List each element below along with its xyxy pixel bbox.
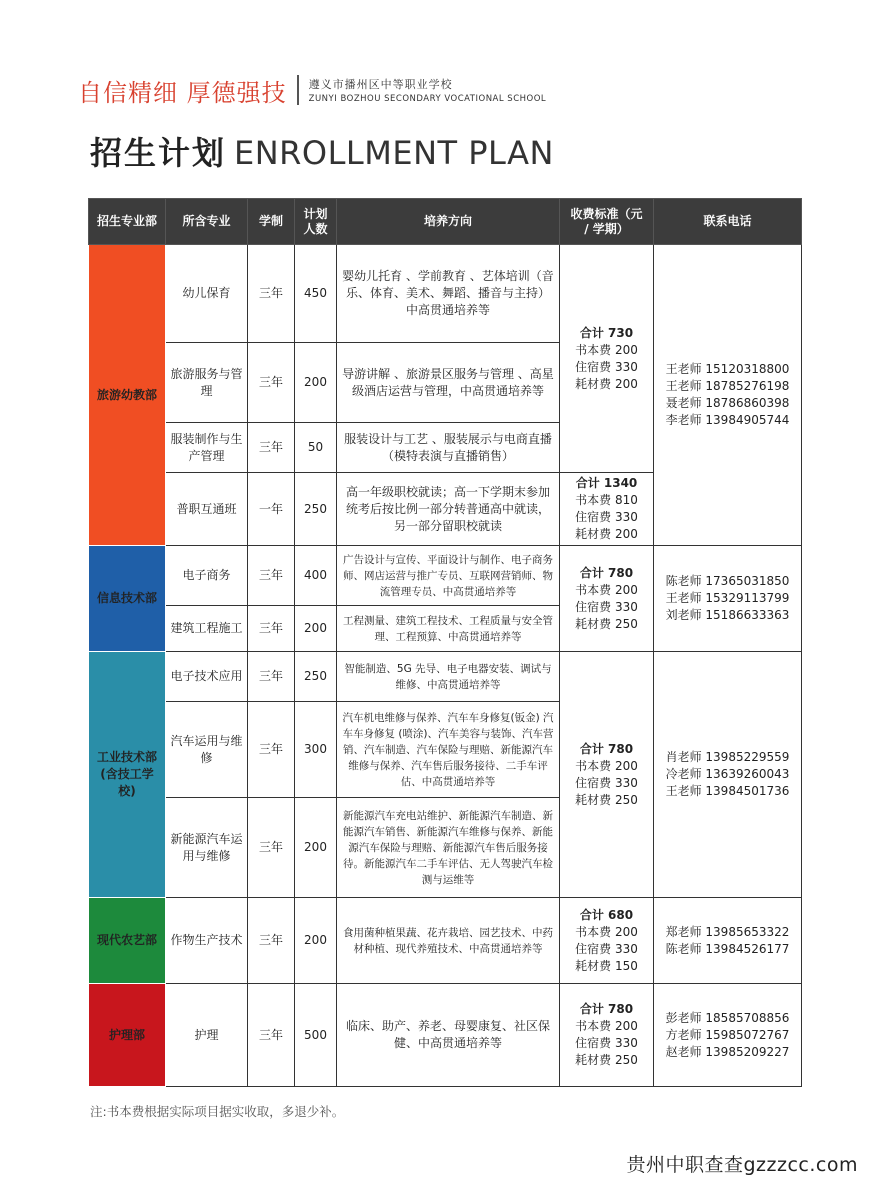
fee-item: 书本费 200	[575, 758, 638, 773]
school-name-block	[309, 76, 547, 104]
major-direction: 新能源汽车充电站维护、新能源汽车制造、新能源汽车销售、新能源汽车维修与保养、新能源汽车保险与理赔、新能源汽车售后服务接待。新能源汽车二手车评估、无人驾驶汽车检测与运维等	[337, 798, 560, 898]
major-count: 50	[295, 423, 337, 473]
fee-item: 书本费 200	[575, 582, 638, 597]
major-direction: 工程测量、建筑工程技术、工程质量与安全管理、工程预算、中高贯通培养等	[337, 606, 560, 652]
fee-total: 合计 680	[579, 907, 634, 922]
fee-item: 住宿费 330	[575, 510, 638, 524]
phone-contact: 王老师 13984501736	[665, 784, 790, 798]
major-direction: 智能制造、5G 先导、电子电器安装、调试与维修、中高贯通培养等	[337, 652, 560, 702]
dept-industrial: 工业技术部 (含技工学校)	[89, 652, 166, 898]
fee-item: 耗材费 250	[575, 792, 638, 807]
phone-contact: 彭老师 18585708856	[665, 1010, 790, 1025]
major-name: 汽车运用与维修	[166, 702, 248, 798]
major-direction: 导游讲解 、旅游景区服务与管理 、高星级酒店运营与管理，中高贯通培养等	[337, 343, 560, 423]
fee-total: 合计 1340	[575, 476, 638, 490]
fee-total: 合计 780	[579, 1002, 634, 1016]
fee-total: 合计 730	[579, 325, 634, 340]
header-phone: 联系电话	[654, 199, 802, 245]
major-count: 500	[295, 984, 337, 1087]
fee-item: 住宿费 330	[575, 599, 638, 614]
header-dept: 招生专业部	[89, 199, 166, 245]
fee-item: 耗材费 150	[575, 958, 638, 973]
table-row	[89, 652, 802, 702]
phone-block	[654, 652, 802, 898]
major-direction: 婴幼儿托育 、学前教育 、艺体培训（音乐、体育、美术、舞蹈、播音与主持）中高贯通培养等	[337, 245, 560, 343]
header-divider	[297, 75, 299, 105]
fee-item: 住宿费 330	[575, 775, 638, 790]
major-name: 新能源汽车运用与维修	[166, 798, 248, 898]
major-name: 旅游服务与管理	[166, 343, 248, 423]
phone-contact: 李老师 13984905744	[665, 413, 790, 427]
table-row	[89, 546, 802, 606]
phone-contact: 方老师 15985072767	[665, 1027, 790, 1042]
fee-item: 耗材费 250	[575, 1053, 638, 1067]
header-count: 计划人数	[295, 199, 337, 245]
major-count: 200	[295, 606, 337, 652]
major-count: 450	[295, 245, 337, 343]
phone-contact: 赵老师 13985209227	[665, 1044, 790, 1059]
major-years: 三年	[248, 423, 295, 473]
major-name: 电子商务	[166, 546, 248, 606]
major-direction: 服装设计与工艺 、服装展示与电商直播（模特表演与直播销售）	[337, 423, 560, 473]
dept-nursing: 护理部	[89, 984, 166, 1087]
major-count: 200	[295, 898, 337, 984]
header-major: 所含专业	[166, 199, 248, 245]
major-count: 300	[295, 702, 337, 798]
phone-contact: 陈老师 17365031850	[665, 574, 790, 588]
fee-block	[560, 898, 654, 984]
school-name-en: ZUNYI BOZHOU SECONDARY VOCATIONAL SCHOOL	[308, 94, 547, 104]
major-count: 250	[295, 473, 337, 546]
major-years: 三年	[248, 984, 295, 1087]
phone-contact: 聂老师 18786860398	[665, 396, 790, 410]
dept-agriculture: 现代农艺部	[89, 898, 166, 984]
page-title-cn: 招生计划	[90, 134, 227, 172]
phone-contact: 王老师 18785276198	[665, 379, 790, 393]
phone-contact: 王老师 15120318800	[665, 362, 790, 376]
phone-contact: 郑老师 13985653322	[665, 924, 790, 939]
fee-item: 耗材费 250	[575, 616, 638, 631]
page-header	[78, 74, 546, 106]
header-direction: 培养方向	[337, 199, 560, 245]
phone-block	[654, 898, 802, 984]
fee-item: 耗材费 200	[575, 376, 638, 391]
major-count: 250	[295, 652, 337, 702]
major-direction: 广告设计与宣传、平面设计与制作、电子商务师、网店运营与推广专员、互联网营销师、物流管理专员、中高贯通培养等	[337, 546, 560, 606]
major-name: 普职互通班	[166, 473, 248, 546]
table-row	[89, 984, 802, 1087]
phone-contact: 肖老师 13985229559	[665, 750, 790, 764]
phone-contact: 陈老师 13984526177	[665, 941, 790, 956]
major-name: 服装制作与生产管理	[166, 423, 248, 473]
fee-item: 书本费 200	[575, 924, 638, 939]
table-row	[89, 898, 802, 984]
watermark-text: 贵州中职查查gzzzcc.com	[626, 1154, 858, 1176]
major-direction: 高一年级职校就读；高一下学期末参加统考后按比例一部分转普通高中就读，另一部分留职校就读	[337, 473, 560, 546]
major-years: 三年	[248, 702, 295, 798]
major-name: 建筑工程施工	[166, 606, 248, 652]
major-years: 三年	[248, 245, 295, 343]
fee-total: 合计 780	[579, 565, 634, 580]
major-direction: 汽车机电维修与保养、汽车车身修复(钣金) 汽车车身修复 (喷涂)、汽车美容与装饰、汽车营销、汽车制造、汽车保险与理赔、新能源汽车维修与保养、汽车售后服务接待、二手车评估、中高贯通培养等	[337, 702, 560, 798]
school-slogan: 自信精细 厚德强技	[78, 78, 287, 107]
fee-block	[560, 652, 654, 898]
phone-contact: 王老师 15329113799	[665, 591, 790, 605]
major-name: 护理	[166, 984, 248, 1087]
phone-block	[654, 984, 802, 1087]
school-name-cn: 遵义市播州区中等职业学校	[308, 78, 453, 91]
fee-item: 耗材费 200	[575, 527, 638, 541]
major-direction: 临床、助产、养老、母婴康复、社区保健、中高贯通培养等	[337, 984, 560, 1087]
page-title-en: ENROLLMENT PLAN	[234, 134, 554, 172]
major-count: 200	[295, 798, 337, 898]
phone-contact: 冷老师 13639260043	[665, 767, 790, 781]
major-direction: 食用菌种植果蔬、花卉栽培、园艺技术、中药材种植、现代养殖技术、中高贯通培养等	[337, 898, 560, 984]
major-years: 三年	[248, 546, 295, 606]
enrollment-table	[88, 198, 802, 1087]
phone-contact: 刘老师 15186633363	[665, 608, 790, 622]
major-name: 作物生产技术	[166, 898, 248, 984]
major-years: 三年	[248, 798, 295, 898]
phone-block	[654, 546, 802, 652]
major-years: 三年	[248, 343, 295, 423]
dept-tourism: 旅游幼教部	[89, 245, 166, 546]
major-years: 三年	[248, 652, 295, 702]
footnote: 注:书本费根据实际项目据实收取，多退少补。	[90, 1104, 345, 1119]
fee-block	[560, 245, 654, 473]
header-fee: 收费标准（元 / 学期）	[560, 199, 654, 245]
fee-item: 住宿费 330	[575, 359, 638, 374]
major-years: 三年	[248, 606, 295, 652]
fee-total: 合计 780	[579, 741, 634, 756]
major-name: 电子技术应用	[166, 652, 248, 702]
dept-it: 信息技术部	[89, 546, 166, 652]
fee-item: 书本费 200	[575, 1019, 638, 1033]
fee-block	[560, 984, 654, 1087]
major-count: 400	[295, 546, 337, 606]
header-years: 学制	[248, 199, 295, 245]
major-years: 三年	[248, 898, 295, 984]
fee-block	[560, 473, 654, 546]
fee-block	[560, 546, 654, 652]
fee-item: 住宿费 330	[575, 1036, 638, 1050]
page-title	[90, 128, 554, 172]
major-years: 一年	[248, 473, 295, 546]
table-header-row	[89, 199, 802, 245]
major-count: 200	[295, 343, 337, 423]
fee-item: 住宿费 330	[575, 941, 638, 956]
major-name: 幼儿保育	[166, 245, 248, 343]
fee-item: 书本费 200	[575, 342, 638, 357]
phone-block	[654, 245, 802, 546]
table-row	[89, 245, 802, 343]
fee-item: 书本费 810	[575, 493, 638, 507]
